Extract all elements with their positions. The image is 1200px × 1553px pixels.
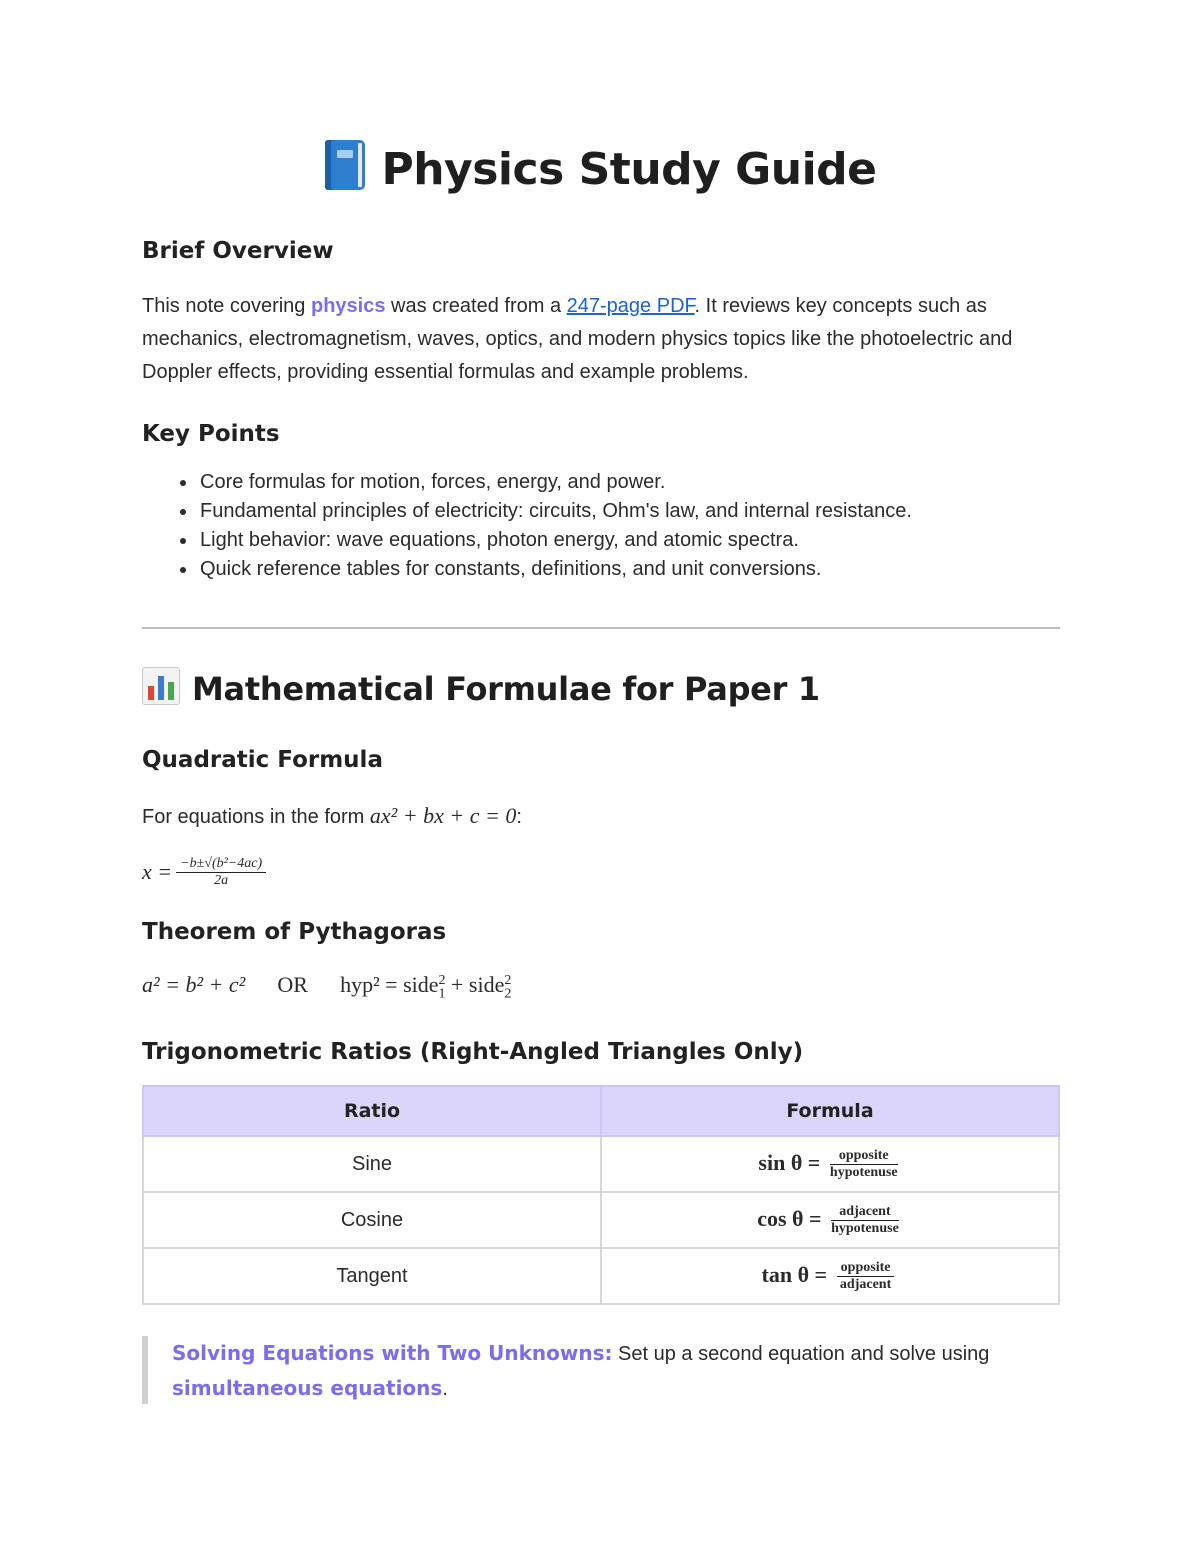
pythagoras-heading: Theorem of Pythagoras — [142, 919, 447, 945]
trig-numerator: adjacent — [831, 1204, 899, 1221]
table-row — [143, 1136, 1059, 1192]
pythagoras-right: hyp² = side$_1^2$ + side$_2^2$ — [340, 972, 512, 1002]
ratio-cell: Sine — [143, 1136, 601, 1192]
formula-cell — [601, 1136, 1059, 1192]
page-title-text: Physics Study Guide — [381, 144, 877, 195]
quadratic-solution — [142, 850, 270, 894]
quadratic-numerator: −b±√(b²−4ac) — [176, 856, 266, 873]
list-item: Fundamental principles of electricity: circuits, Ohm's law, and internal resistance. — [200, 497, 920, 526]
trig-denominator: hypotenuse — [831, 1220, 899, 1236]
column-header-formula: Formula — [601, 1086, 1059, 1136]
table-header-row — [143, 1086, 1059, 1136]
overview-paragraph — [142, 290, 1060, 389]
trig-function: tan θ = — [761, 1261, 828, 1287]
overview-text-mid: was created from a — [385, 295, 567, 317]
source-pdf-link[interactable]: 247-page PDF — [566, 295, 695, 317]
math-section-title: Mathematical Formulae for Paper 1 — [192, 670, 820, 708]
trig-fraction — [830, 1148, 898, 1181]
trig-numerator: opposite — [830, 1148, 898, 1165]
simultaneous-equations-highlight[interactable]: simultaneous equations — [172, 1376, 443, 1400]
callout-label[interactable]: Solving Equations with Two Unknowns: — [172, 1341, 613, 1365]
callout-end: . — [442, 1378, 448, 1400]
ratio-cell: Cosine — [143, 1192, 601, 1248]
pythagoras-right-lhs: hyp² = side — [340, 972, 439, 997]
overview-heading: Brief Overview — [142, 238, 334, 264]
trig-fraction — [837, 1260, 895, 1293]
physics-highlight[interactable]: physics — [310, 295, 386, 317]
trig-heading: Trigonometric Ratios (Right-Angled Triangles Only) — [142, 1039, 804, 1065]
bar-chart-icon — [142, 667, 180, 705]
column-header-ratio: Ratio — [143, 1086, 601, 1136]
quadratic-heading: Quadratic Formula — [142, 747, 383, 773]
math-section-heading — [142, 667, 820, 708]
formula-cell — [601, 1192, 1059, 1248]
overview-text-end: . It reviews key concepts such as mechanics, electromagnetism, waves, optics, and modern physics topics like the photoelectric and Doppler effects, providing essential formulas and example problems. — [142, 295, 1013, 383]
trig-function: sin θ = — [758, 1149, 821, 1175]
pythagoras-left: a² = b² + c² — [142, 972, 246, 997]
key-points-heading: Key Points — [142, 421, 280, 447]
trig-numerator: opposite — [837, 1260, 895, 1277]
trig-denominator: hypotenuse — [829, 1164, 898, 1180]
quadratic-equation: ax² + bx + c = 0 — [369, 803, 517, 828]
pythagoras-right-plus: + side — [445, 972, 505, 997]
pythagoras-or: OR — [277, 972, 308, 997]
page-title — [142, 140, 1060, 195]
trig-function: cos θ = — [757, 1205, 822, 1231]
quadratic-intro-end: : — [516, 806, 522, 828]
callout-box — [142, 1336, 1060, 1404]
list-item: Quick reference tables for constants, definitions, and unit conversions. — [200, 555, 920, 584]
key-points-list — [142, 468, 920, 584]
list-item: Light behavior: wave equations, photon energy, and atomic spectra. — [200, 526, 920, 555]
quadratic-intro-text: For equations in the form — [142, 806, 370, 828]
callout-text: Set up a second equation and solve using — [612, 1343, 990, 1365]
trig-denominator: adjacent — [839, 1276, 892, 1292]
trig-ratios-table — [142, 1085, 1060, 1305]
formula-cell — [601, 1248, 1059, 1304]
pythagoras-formula — [142, 972, 511, 1002]
list-item: Core formulas for motion, forces, energy, and power. — [200, 468, 920, 497]
section-divider — [142, 627, 1060, 629]
quadratic-fraction — [176, 856, 266, 889]
table-row — [143, 1248, 1059, 1304]
quadratic-denominator: 2a — [214, 872, 229, 888]
quadratic-lhs: x = — [142, 859, 173, 884]
quadratic-intro — [142, 799, 1060, 834]
overview-text-start: This note covering — [142, 295, 311, 317]
trig-fraction — [831, 1204, 899, 1237]
table-row — [143, 1192, 1059, 1248]
ratio-cell: Tangent — [143, 1248, 601, 1304]
book-icon — [325, 140, 365, 190]
